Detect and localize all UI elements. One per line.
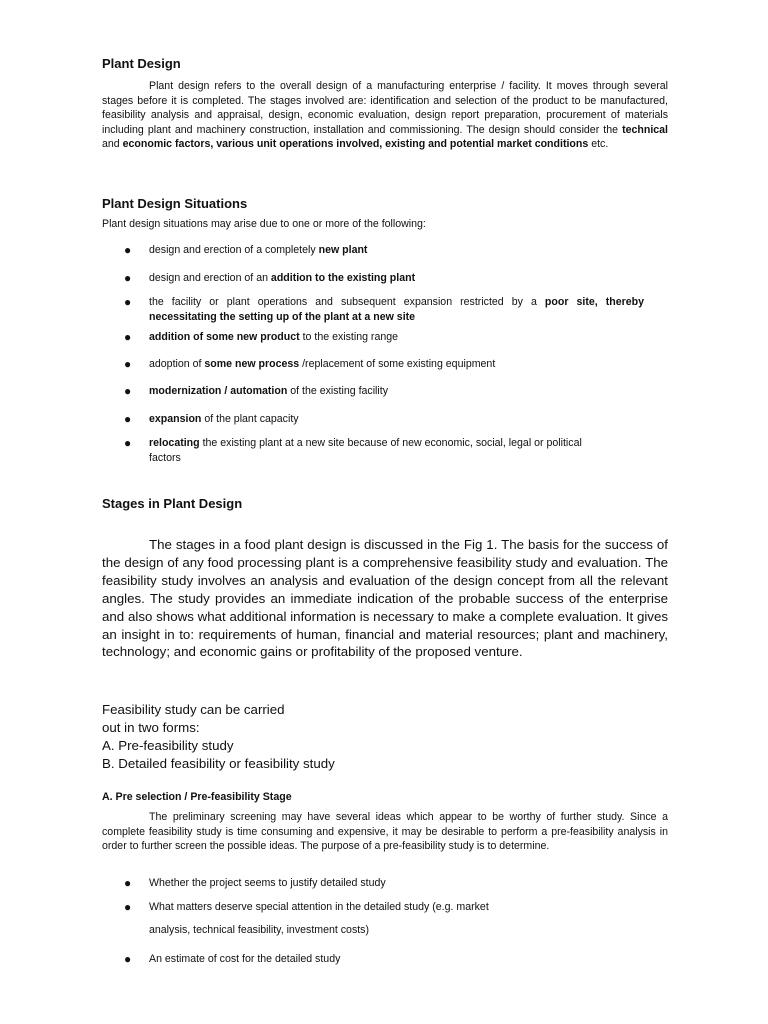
list-item: ● the facility or plant operations and subsequent expansion restricted by a poor site, thereby necessitating the setting up of the plant at a new site — [124, 295, 645, 323]
feasibility-line-1: Feasibility study can be carried — [102, 702, 285, 717]
plant-design-paragraph — [102, 79, 668, 152]
list-item: ● adoption of some new process /replacement of some existing equipment — [124, 357, 496, 371]
bullet-icon: ● — [124, 243, 132, 257]
pre-feasibility-paragraph — [102, 810, 668, 854]
heading-stages-in-plant-design: Stages in Plant Design — [102, 496, 243, 511]
list-item-continuation: analysis, technical feasibility, investment costs) — [149, 924, 370, 936]
stages-text: The stages in a food plant design is discussed in the Fig 1. The basis for the success of the design of any food processing plant is a comprehensive feasibility study and evaluation. The feasibility study involves an analysis and evaluation of the design concept from all the relevant angles. The study provides an immediate indication of the probable success of the enterprise and also shows what additional information is necessary to make a complete evaluation. It gives an insight in to: requirements of human, financial and material resources; plant and machinery, technology; and economic gains or profitability of the proposed venture. — [102, 537, 668, 660]
bullet-icon: ● — [124, 384, 132, 398]
bullet-icon: ● — [124, 357, 132, 371]
list-item: ● design and erection of a completely new plant — [124, 243, 368, 257]
list-item: ● modernization / automation of the existing facility — [124, 384, 388, 398]
pre-feasibility-text: The preliminary screening may have several ideas which appear to be worthy of further study. Since a complete feasibility study is time consuming and expensive, it may be desirable to perform a pre-feasibility analysis in order to further screen the possible ideas. The purpose of a pre-feasibility study is to determine. — [102, 811, 668, 853]
list-item: ● addition of some new product to the existing range — [124, 330, 399, 344]
bullet-icon: ● — [124, 900, 132, 914]
list-item: ● relocating the existing plant at a new site because of new economic, social, legal or political factors — [124, 436, 582, 464]
heading-plant-design: Plant Design — [102, 56, 181, 71]
list-item: ● Whether the project seems to justify detailed study — [124, 876, 386, 890]
bullet-icon: ● — [124, 295, 132, 309]
bold-economic-factors: economic factors, various unit operations involved, existing and potential market conditions — [122, 138, 589, 151]
bullet-icon: ● — [124, 271, 132, 285]
text-and: and — [102, 138, 123, 151]
bullet-icon: ● — [124, 412, 132, 426]
text-etc: etc. — [588, 138, 609, 151]
bullet-icon: ● — [124, 876, 132, 890]
heading-plant-design-situations: Plant Design Situations — [102, 196, 248, 211]
list-item: ● An estimate of cost for the detailed study — [124, 952, 341, 966]
stages-paragraph — [102, 536, 668, 661]
feasibility-line-2: out in two forms: — [102, 720, 200, 735]
heading-pre-feasibility-stage: A. Pre selection / Pre-feasibility Stage — [102, 791, 292, 803]
list-item: ● expansion of the plant capacity — [124, 412, 299, 426]
situations-intro: Plant design situations may arise due to one or more of the following: — [102, 218, 426, 230]
feasibility-line-4: B. Detailed feasibility or feasibility study — [102, 756, 335, 771]
plant-design-text: Plant design refers to the overall design of a manufacturing enterprise / facility. It moves through several stages before it is completed. The stages involved are: identification and selection of the product to be manufactured, feasibility analysis and appraisal, design, economic evaluation, design report preparation, procurement of materials including plant and machinery construction, installation and commissioning. The design should consider the — [102, 80, 668, 136]
bullet-icon: ● — [124, 330, 132, 344]
bullet-icon: ● — [124, 952, 132, 966]
bullet-icon: ● — [124, 436, 132, 450]
list-item: ● What matters deserve special attention in the detailed study (e.g. market — [124, 900, 489, 914]
list-item: ● design and erection of an addition to the existing plant — [124, 271, 416, 285]
feasibility-line-3: A. Pre-feasibility study — [102, 738, 234, 753]
bold-technical: technical — [622, 123, 668, 136]
